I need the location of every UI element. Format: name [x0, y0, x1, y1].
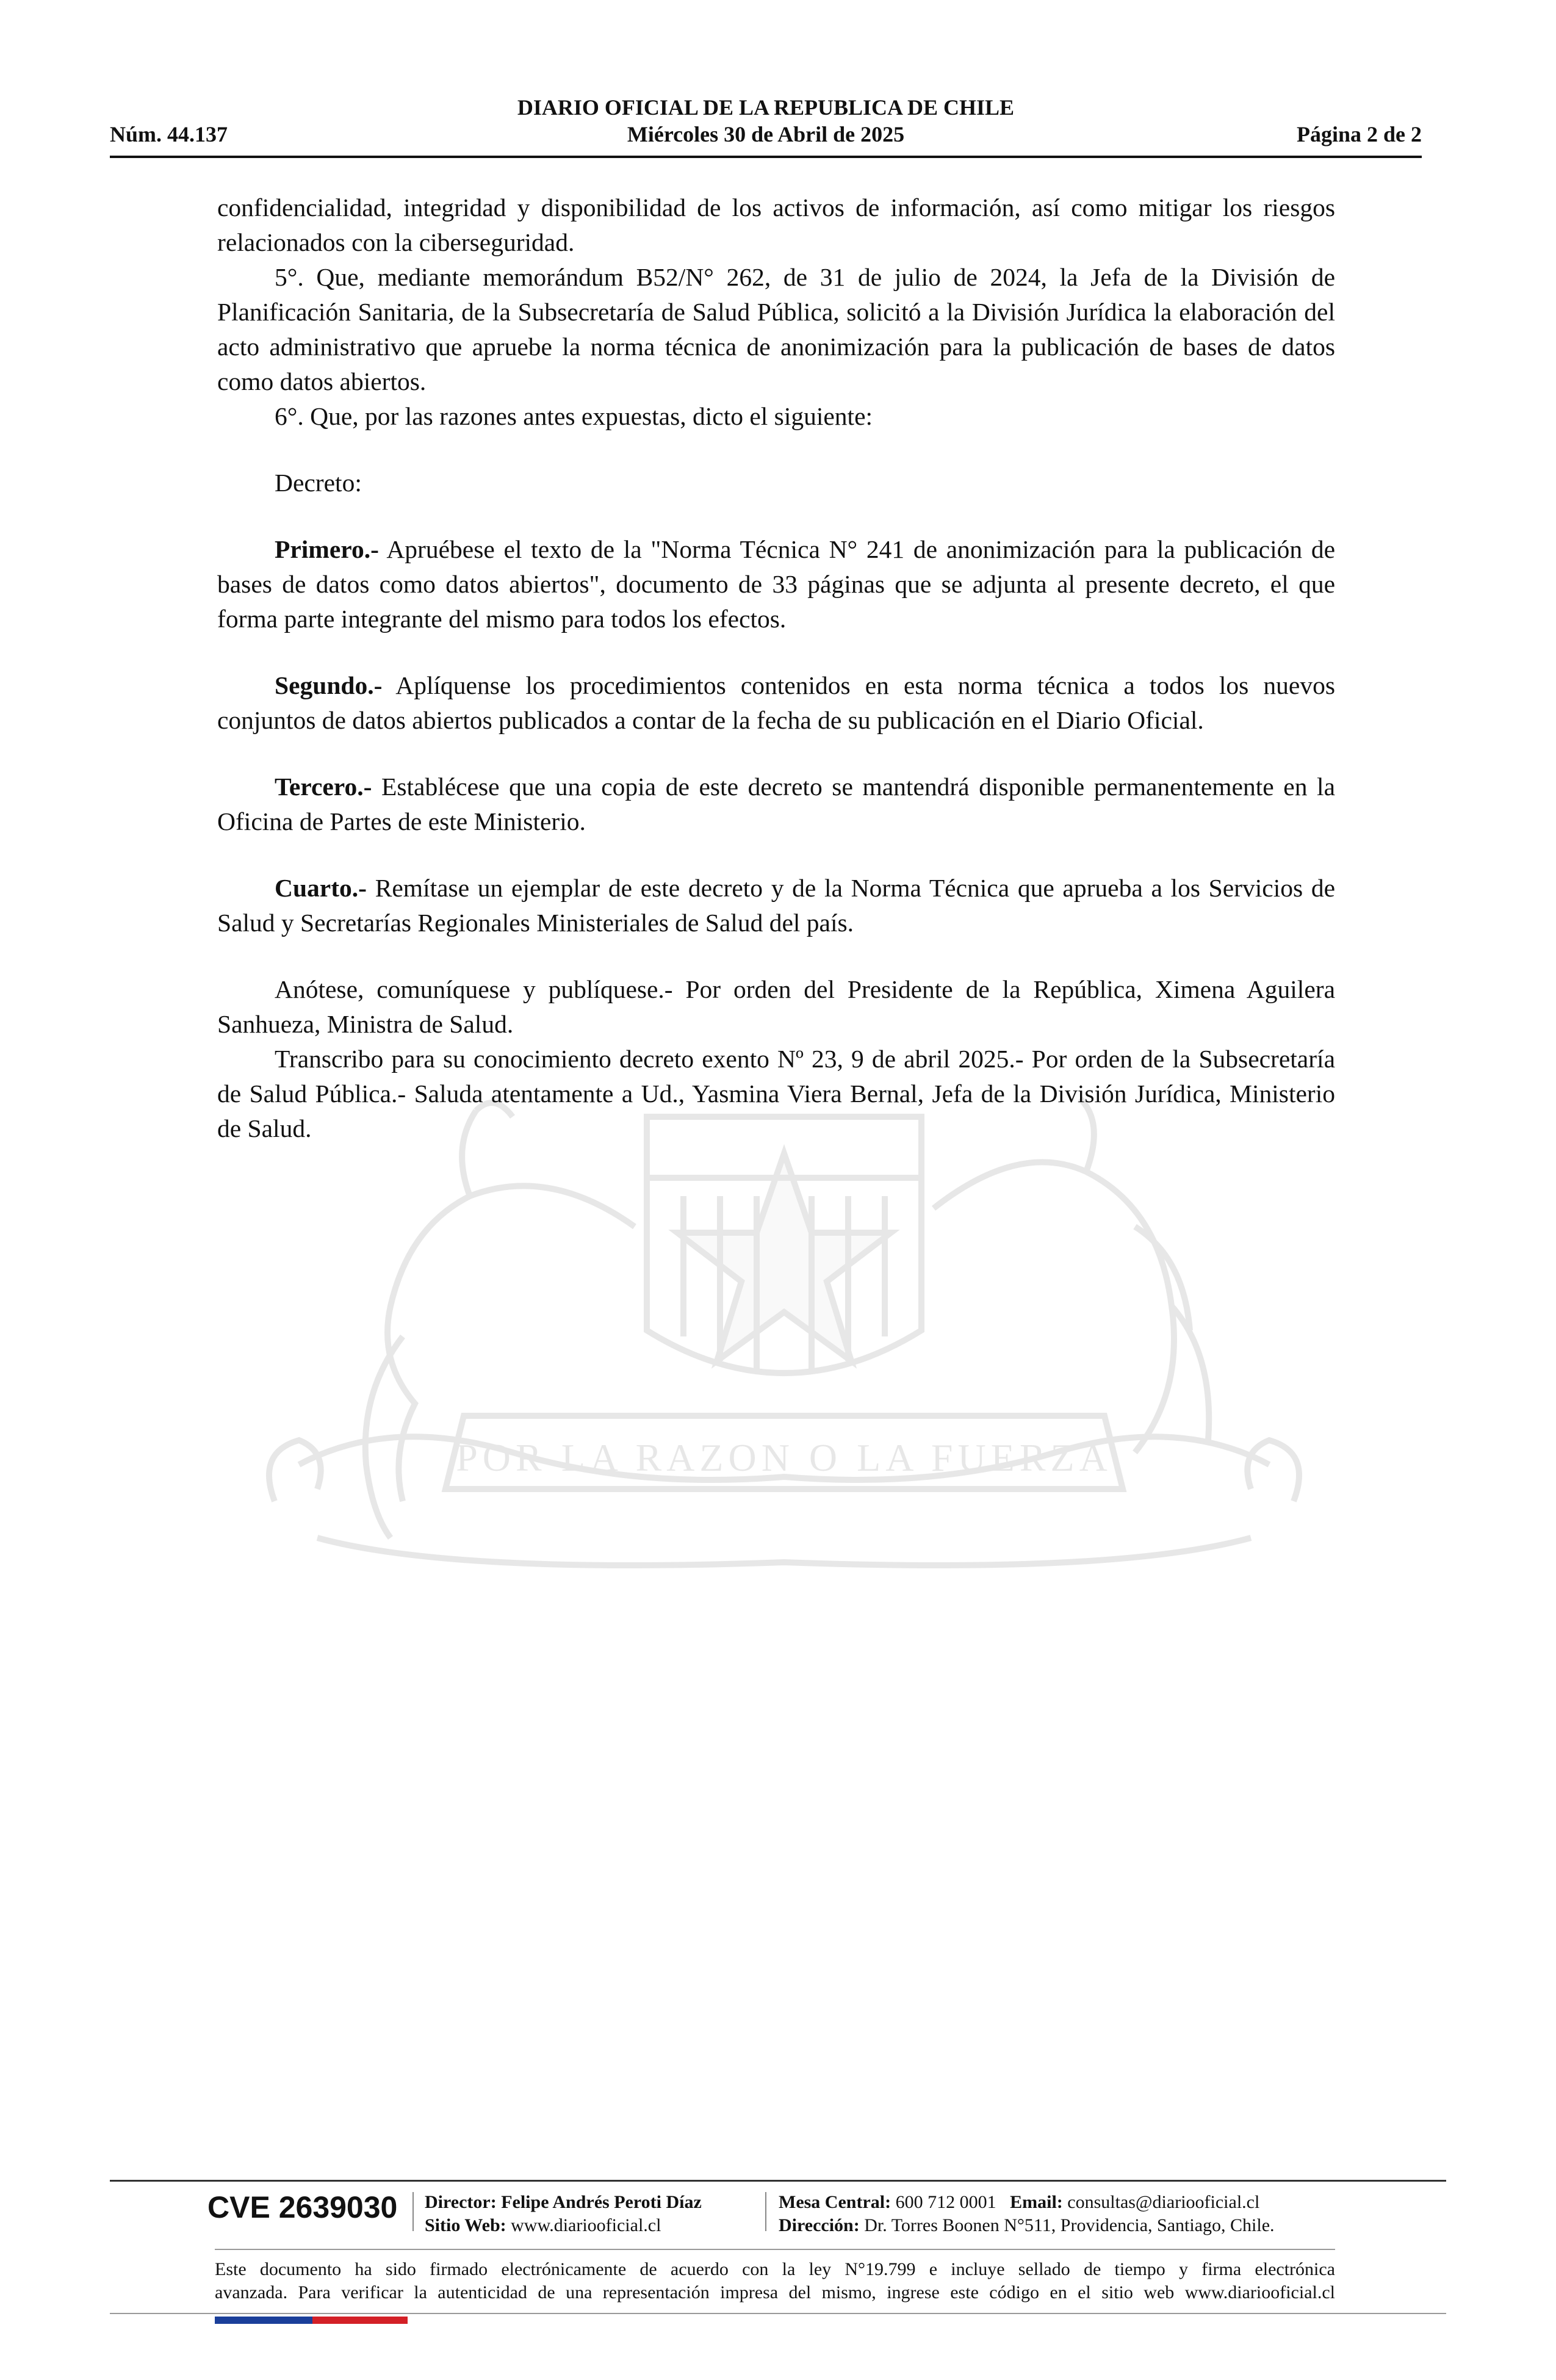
article-label: Segundo.-	[275, 671, 383, 699]
article-text: Establécese que una copia de este decreto se mantendrá disponible permanentemente en la Oficina de Partes de este Ministerio.	[217, 773, 1335, 835]
issue-number: Núm. 44.137	[110, 122, 228, 146]
article-tercero	[217, 770, 1335, 839]
footer-divider-rule	[215, 2249, 1335, 2250]
address-label: Dirección:	[779, 2215, 860, 2235]
article-segundo	[217, 668, 1335, 738]
newspaper-title: DIARIO OFICIAL DE LA REPUBLICA DE CHILE	[517, 95, 1015, 120]
address-text: Dr. Torres Boonen N°511, Providencia, Santiago, Chile.	[859, 2215, 1275, 2235]
article-text: Remítase un ejemplar de este decreto y de la Norma Técnica que aprueba a los Servicios de Salud y Secretarías Regionales Ministeriales de Salud del país.	[217, 874, 1335, 937]
coat-of-arms-icon	[207, 1074, 1361, 1684]
legal-notice	[215, 2258, 1335, 2304]
footer-director-block	[425, 2191, 702, 2237]
footer-bottom-rule	[110, 2313, 1446, 2314]
decree-body	[217, 190, 1335, 1146]
flag-stripe-red	[312, 2317, 408, 2324]
paragraph-6: 6°. Que, por las razones antes expuestas, dicto el siguiente:	[275, 402, 873, 430]
article-label: Tercero.-	[275, 773, 372, 801]
mesa-label: Mesa Central:	[779, 2192, 891, 2212]
director-label: Director:	[425, 2192, 497, 2212]
paragraph-5: 5°. Que, mediante memorándum B52/N° 262, de 31 de julio de 2024, la Jefa de la División de Planificación Sanitaria, de la Subsecretaría de Salud Pública, solicitó a la División Jurídica la elaboración del acto administrativo que apruebe la norma técnica de anonimización para la publicación de bases de datos como datos abiertos.	[217, 263, 1335, 395]
motto-text: POR LA RAZON O LA FUERZA	[456, 1436, 1112, 1479]
closing-paragraph: Anótese, comuníquese y publíquese.- Por orden del Presidente de la República, Ximena Aguilera Sanhueza, Ministra de Salud.	[217, 975, 1335, 1038]
page-header	[110, 95, 1422, 158]
article-text: Aplíquense los procedimientos contenidos en esta norma técnica a todos los nuevos conjuntos de datos abiertos publicados a contar de la fecha de su publicación en el Diario Oficial.	[217, 671, 1335, 734]
decree-heading: Decreto:	[275, 469, 362, 497]
legal-line: Este documento ha sido firmado electrónicamente de acuerdo con la ley N°19.799 e incluye sellado de tiempo y firma electrónica	[215, 2259, 1335, 2279]
footer-rule	[110, 2180, 1446, 2182]
transcription-paragraph: Transcribo para su conocimiento decreto exento Nº 23, 9 de abril 2025.- Por orden de la Subsecretaría de Salud Pública.- Saluda atentamente a Ud., Yasmina Viera Bernal, Jefa de la División Jurídica, Ministerio de Salud.	[217, 1045, 1335, 1142]
paragraph-continuation: confidencialidad, integridad y disponibilidad de los activos de información, así como mitigar los riesgos relacionados con la ciberseguridad.	[217, 193, 1335, 256]
website-link[interactable]: www.diariooficial.cl	[506, 2215, 661, 2235]
director-name: Felipe Andrés Peroti Díaz	[496, 2192, 702, 2212]
website-label: Sitio Web:	[425, 2215, 506, 2235]
email-link[interactable]: consultas@diariooficial.cl	[1062, 2192, 1260, 2212]
article-label: Cuarto.-	[275, 874, 367, 902]
footer-contact-block	[779, 2191, 1275, 2237]
article-label: Primero.-	[275, 535, 379, 563]
footer-divider	[412, 2192, 414, 2231]
legal-line: avanzada. Para verificar la autenticidad de una representación impresa del mismo, ingrese este código en el sitio web www.diariooficial.cl	[215, 2282, 1335, 2302]
footer-divider	[765, 2192, 766, 2231]
issue-date: Miércoles 30 de Abril de 2025	[627, 122, 905, 146]
mesa-phone: 600 712 0001	[891, 2192, 996, 2212]
article-text: Apruébese el texto de la "Norma Técnica N° 241 de anonimización para la publicación de bases de datos como datos abiertos", documento de 33 páginas que se adjunta al presente decreto, el que forma parte integrante del mismo para todos los efectos.	[217, 535, 1335, 633]
email-label: Email:	[1010, 2192, 1063, 2212]
article-cuarto	[217, 871, 1335, 940]
article-primero	[217, 532, 1335, 636]
flag-stripe-blue	[215, 2317, 312, 2324]
page-indicator: Página 2 de 2	[1296, 122, 1422, 146]
cve-code: CVE 2639030	[207, 2190, 398, 2224]
